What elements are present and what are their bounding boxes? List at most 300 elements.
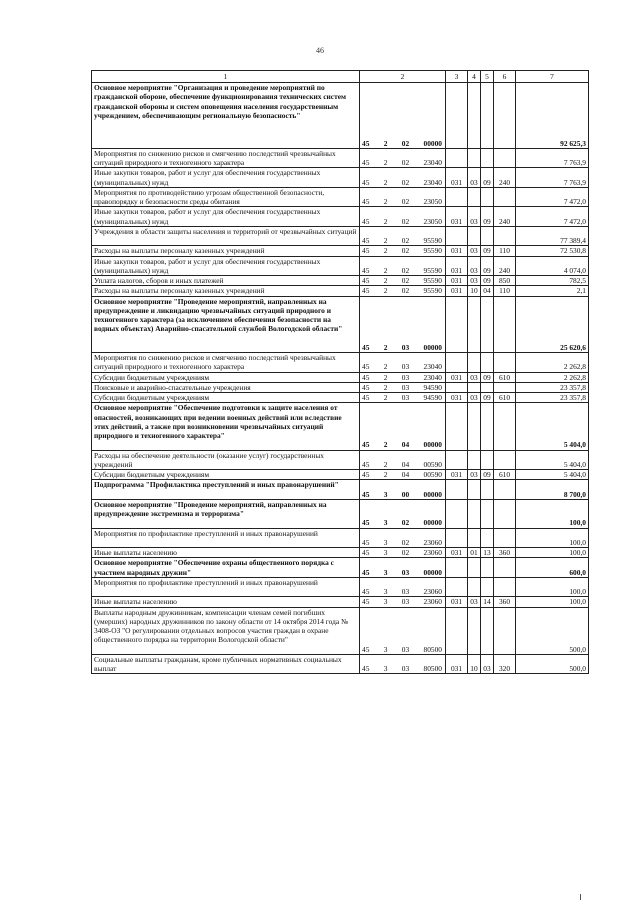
row-subsection-code xyxy=(481,353,494,373)
table-row xyxy=(92,548,589,558)
code-part: 95590 xyxy=(423,236,442,245)
code-part: 2 xyxy=(383,246,388,256)
row-expense-type: 360 xyxy=(494,597,516,607)
row-amount: 500,0 xyxy=(516,654,589,674)
row-code xyxy=(360,226,446,246)
row-code xyxy=(360,403,446,450)
row-section-code xyxy=(468,148,481,168)
scan-mark xyxy=(580,894,581,900)
row-subsection-code: 09 xyxy=(481,207,494,227)
code-part: 23060 xyxy=(423,587,442,596)
code-part: 2 xyxy=(383,362,388,372)
row-amount: 92 625,3 xyxy=(516,83,589,149)
column-header: 2 xyxy=(360,71,446,83)
row-code-parts xyxy=(362,343,443,352)
row-code-parts xyxy=(362,158,443,167)
code-part: 02 xyxy=(401,158,410,167)
row-subsection-code xyxy=(481,558,494,578)
code-part: 45 xyxy=(362,265,370,275)
code-part: 02 xyxy=(401,197,410,206)
row-section-code xyxy=(468,450,481,470)
row-section-code xyxy=(468,296,481,353)
row-code xyxy=(360,548,446,558)
code-part: 45 xyxy=(362,664,370,673)
code-part: 2 xyxy=(383,372,388,382)
row-subsection-code xyxy=(481,187,494,207)
row-expense-type xyxy=(494,577,516,597)
code-part: 45 xyxy=(362,567,370,577)
row-code-parts xyxy=(362,197,443,206)
row-code xyxy=(360,83,446,149)
row-amount: 100,0 xyxy=(516,499,589,528)
row-section-code xyxy=(468,480,481,500)
code-part: 2 xyxy=(383,236,388,245)
row-code xyxy=(360,296,446,353)
row-section-code: 03 xyxy=(468,393,481,403)
row-code-parts xyxy=(362,276,443,285)
code-part: 23050 xyxy=(423,216,442,226)
row-ministry-code xyxy=(446,148,468,168)
row-expense-type: 110 xyxy=(494,286,516,296)
row-code-parts xyxy=(362,664,443,673)
column-header: 3 xyxy=(446,71,468,83)
row-ministry-code xyxy=(446,480,468,500)
code-part: 23060 xyxy=(423,548,442,557)
row-code xyxy=(360,577,446,597)
code-part: 3 xyxy=(383,587,388,596)
row-code xyxy=(360,168,446,188)
code-part: 00000 xyxy=(423,342,442,352)
row-section-code: 03 xyxy=(468,597,481,607)
row-name: Мероприятия по снижению рисков и смягчению последствий чрезвычайных ситуаций природного и техногенного характера xyxy=(92,148,360,168)
row-name: Мероприятия по противодействию угрозам общественной безопасности, правопорядку и безопасности среды обитания xyxy=(92,187,360,207)
row-name: Основное мероприятие "Организация и проведение мероприятий по гражданской обороне, обеспечение функционирования технических систем гражданской обороны и систем оповещения населения государственным учреждением, обеспечивающим региональную безопасность" xyxy=(92,83,360,149)
code-part: 45 xyxy=(362,362,370,372)
row-amount: 100,0 xyxy=(516,597,589,607)
row-code-parts xyxy=(362,597,443,606)
row-subsection-code xyxy=(481,148,494,168)
row-code xyxy=(360,353,446,373)
row-code xyxy=(360,286,446,296)
row-expense-type: 240 xyxy=(494,168,516,188)
code-part: 45 xyxy=(362,216,370,226)
row-name: Субсидии бюджетным учреждениям xyxy=(92,393,360,403)
row-amount: 7 472,0 xyxy=(516,187,589,207)
row-code xyxy=(360,607,446,654)
row-section-code: 03 xyxy=(468,276,481,286)
code-part: 00000 xyxy=(423,567,442,577)
code-part: 45 xyxy=(362,393,370,402)
code-part: 02 xyxy=(401,276,410,285)
row-subsection-code xyxy=(481,382,494,392)
row-expense-type xyxy=(494,296,516,353)
row-amount: 100,0 xyxy=(516,528,589,548)
code-part: 95590 xyxy=(423,286,442,296)
code-part: 03 xyxy=(401,587,410,596)
row-name: Социальные выплаты гражданам, кроме публичных нормативных социальных выплат xyxy=(92,654,360,674)
code-part: 45 xyxy=(362,518,370,528)
code-part: 2 xyxy=(383,177,388,187)
row-subsection-code xyxy=(481,607,494,654)
row-subsection-code xyxy=(481,480,494,500)
row-code-parts xyxy=(362,460,443,469)
row-expense-type xyxy=(494,83,516,149)
row-ministry-code xyxy=(446,353,468,373)
row-code xyxy=(360,450,446,470)
code-part: 00000 xyxy=(423,489,442,499)
code-part: 45 xyxy=(362,459,370,469)
table-row xyxy=(92,382,589,392)
code-part: 45 xyxy=(362,342,370,352)
row-subsection-code xyxy=(481,403,494,450)
code-part: 45 xyxy=(362,197,370,206)
code-part: 03 xyxy=(401,393,410,402)
row-expense-type: 360 xyxy=(494,548,516,558)
row-amount: 600,0 xyxy=(516,558,589,578)
row-code-parts xyxy=(362,518,443,527)
row-expense-type: 850 xyxy=(494,276,516,286)
row-section-code xyxy=(468,226,481,246)
row-code-parts xyxy=(362,587,443,596)
row-ministry-code: 031 xyxy=(446,276,468,286)
row-ministry-code: 031 xyxy=(446,654,468,674)
row-name: Расходы на выплаты персоналу казенных учреждений xyxy=(92,286,360,296)
row-subsection-code xyxy=(481,296,494,353)
code-part: 23040 xyxy=(423,177,442,187)
table-row xyxy=(92,276,589,286)
row-section-code xyxy=(468,499,481,528)
row-ministry-code: 031 xyxy=(446,168,468,188)
row-code-parts xyxy=(362,568,443,577)
row-amount: 500,0 xyxy=(516,607,589,654)
row-amount: 5 404,0 xyxy=(516,470,589,480)
row-name: Основное мероприятие "Проведение мероприятий, направленных на предупреждение и ликвидацию чрезвычайных ситуаций природного и техногенного характера (за исключением обеспечения безопасности на водных объектах) Аварийно-спасательной службой Вологодской области" xyxy=(92,296,360,353)
code-part: 95590 xyxy=(423,246,442,256)
row-expense-type xyxy=(494,148,516,168)
row-expense-type xyxy=(494,480,516,500)
row-section-code xyxy=(468,577,481,597)
row-section-code xyxy=(468,382,481,392)
row-expense-type xyxy=(494,607,516,654)
row-ministry-code xyxy=(446,296,468,353)
table-row xyxy=(92,528,589,548)
row-expense-type xyxy=(494,353,516,373)
row-subsection-code: 09 xyxy=(481,246,494,256)
code-part: 02 xyxy=(401,537,410,547)
code-part: 2 xyxy=(383,286,388,296)
code-part: 80500 xyxy=(423,644,442,654)
code-part: 45 xyxy=(362,382,370,392)
row-name: Иные закупки товаров, работ и услуг для обеспечения государственных (муниципальных) нужд xyxy=(92,256,360,276)
table-row xyxy=(92,403,589,450)
row-ministry-code xyxy=(446,187,468,207)
row-expense-type: 610 xyxy=(494,393,516,403)
row-amount: 25 620,6 xyxy=(516,296,589,353)
column-header: 4 xyxy=(468,71,481,83)
code-part: 3 xyxy=(383,489,388,499)
row-amount: 5 404,0 xyxy=(516,450,589,470)
code-part: 45 xyxy=(362,372,370,382)
row-section-code: 03 xyxy=(468,256,481,276)
row-name: Иные закупки товаров, работ и услуг для обеспечения государственных (муниципальных) нужд xyxy=(92,168,360,188)
row-subsection-code: 14 xyxy=(481,597,494,607)
row-name: Основное мероприятие "Проведение мероприятий, направленных на предупреждение экстремизма и терроризма" xyxy=(92,499,360,528)
table-row xyxy=(92,499,589,528)
code-part: 00590 xyxy=(423,459,442,469)
row-subsection-code xyxy=(481,499,494,528)
row-code-parts xyxy=(362,236,443,245)
code-part: 02 xyxy=(401,236,410,245)
row-amount: 23 357,8 xyxy=(516,393,589,403)
row-ministry-code: 031 xyxy=(446,256,468,276)
code-part: 00000 xyxy=(423,518,442,528)
row-ministry-code xyxy=(446,528,468,548)
row-ministry-code xyxy=(446,403,468,450)
code-part: 45 xyxy=(362,548,370,557)
row-name: Учреждения в области защиты населения и территорий от чрезвычайных ситуаций xyxy=(92,226,360,246)
code-part: 23040 xyxy=(423,158,442,167)
code-part: 45 xyxy=(362,158,370,167)
code-part: 80500 xyxy=(423,664,442,673)
code-part: 3 xyxy=(383,548,388,557)
row-ministry-code: 031 xyxy=(446,548,468,558)
row-code xyxy=(360,393,446,403)
code-part: 95590 xyxy=(423,265,442,275)
column-header: 7 xyxy=(516,71,589,83)
row-subsection-code: 09 xyxy=(481,470,494,480)
row-subsection-code: 09 xyxy=(481,393,494,403)
code-part: 45 xyxy=(362,276,370,285)
code-part: 2 xyxy=(383,265,388,275)
row-expense-type xyxy=(494,499,516,528)
row-code xyxy=(360,256,446,276)
row-code xyxy=(360,187,446,207)
row-expense-type xyxy=(494,450,516,470)
code-part: 03 xyxy=(401,362,410,372)
code-part: 03 xyxy=(401,567,410,577)
row-subsection-code xyxy=(481,450,494,470)
code-part: 03 xyxy=(401,382,410,392)
table-row xyxy=(92,256,589,276)
row-amount: 23 357,8 xyxy=(516,382,589,392)
code-part: 00590 xyxy=(423,470,442,479)
row-subsection-code xyxy=(481,226,494,246)
column-header: 5 xyxy=(481,71,494,83)
row-subsection-code: 03 xyxy=(481,654,494,674)
code-part: 00000 xyxy=(423,440,442,450)
row-ministry-code xyxy=(446,226,468,246)
row-name: Поисковые и аварийно-спасательные учреждения xyxy=(92,382,360,392)
row-amount: 77 389,4 xyxy=(516,226,589,246)
row-subsection-code xyxy=(481,577,494,597)
row-amount: 782,5 xyxy=(516,276,589,286)
row-code xyxy=(360,246,446,256)
row-subsection-code: 04 xyxy=(481,286,494,296)
code-part: 45 xyxy=(362,286,370,296)
row-code-parts xyxy=(362,490,443,499)
table-row xyxy=(92,577,589,597)
row-ministry-code xyxy=(446,382,468,392)
row-name: Мероприятия по профилактике преступлений и иных правонарушений xyxy=(92,528,360,548)
row-expense-type: 610 xyxy=(494,470,516,480)
code-part: 45 xyxy=(362,470,370,479)
row-section-code: 10 xyxy=(468,286,481,296)
code-part: 95590 xyxy=(423,276,442,285)
row-subsection-code xyxy=(481,528,494,548)
table-row xyxy=(92,148,589,168)
row-section-code: 10 xyxy=(468,654,481,674)
row-expense-type xyxy=(494,528,516,548)
row-expense-type: 240 xyxy=(494,207,516,227)
code-part: 00 xyxy=(401,489,410,499)
row-section-code: 01 xyxy=(468,548,481,558)
row-expense-type xyxy=(494,226,516,246)
row-subsection-code: 09 xyxy=(481,276,494,286)
row-ministry-code: 031 xyxy=(446,372,468,382)
row-expense-type: 110 xyxy=(494,246,516,256)
code-part: 45 xyxy=(362,644,370,654)
table-row xyxy=(92,353,589,373)
code-part: 45 xyxy=(362,489,370,499)
row-name: Субсидии бюджетным учреждениям xyxy=(92,372,360,382)
row-code-parts xyxy=(362,286,443,295)
code-part: 03 xyxy=(401,372,410,382)
code-part: 2 xyxy=(383,459,388,469)
row-ministry-code: 031 xyxy=(446,246,468,256)
page-number: 46 xyxy=(316,46,324,55)
code-part: 04 xyxy=(401,470,410,479)
code-part: 02 xyxy=(401,246,410,256)
row-name: Мероприятия по снижению рисков и смягчению последствий чрезвычайных ситуаций природного и техногенного характера xyxy=(92,353,360,373)
code-part: 45 xyxy=(362,246,370,256)
code-part: 02 xyxy=(401,216,410,226)
code-part: 45 xyxy=(362,138,370,148)
code-part: 45 xyxy=(362,597,370,607)
row-code xyxy=(360,207,446,227)
row-code-parts xyxy=(362,246,443,255)
row-amount: 100,0 xyxy=(516,577,589,597)
code-part: 45 xyxy=(362,177,370,187)
code-part: 45 xyxy=(362,440,370,450)
row-name: Основное мероприятие "Обеспечение охраны общественного порядка с участием народных дружин" xyxy=(92,558,360,578)
row-name: Основное мероприятие "Обеспечение подготовки к защите населения от опасностей, возникающих при ведении военных действий или вследствие этих действий, а также при возникновении чрезвычайных ситуаций природного и техногенного характера" xyxy=(92,403,360,450)
table-row xyxy=(92,207,589,227)
row-name: Иные закупки товаров, работ и услуг для обеспечения государственных (муниципальных) нужд xyxy=(92,207,360,227)
row-code-parts xyxy=(362,383,443,392)
row-name: Субсидии бюджетным учреждениям xyxy=(92,470,360,480)
row-expense-type xyxy=(494,187,516,207)
code-part: 45 xyxy=(362,587,370,596)
code-part: 23040 xyxy=(423,362,442,372)
table-row xyxy=(92,654,589,674)
row-ministry-code xyxy=(446,607,468,654)
row-section-code: 03 xyxy=(468,246,481,256)
row-ministry-code: 031 xyxy=(446,286,468,296)
row-section-code xyxy=(468,607,481,654)
code-part: 04 xyxy=(401,440,410,450)
row-amount: 4 074,0 xyxy=(516,256,589,276)
code-part: 94590 xyxy=(423,382,442,392)
row-code xyxy=(360,654,446,674)
row-amount: 100,0 xyxy=(516,548,589,558)
row-code xyxy=(360,276,446,286)
table-row xyxy=(92,372,589,382)
row-code xyxy=(360,382,446,392)
row-expense-type: 240 xyxy=(494,256,516,276)
row-expense-type xyxy=(494,403,516,450)
code-part: 3 xyxy=(383,644,388,654)
code-part: 04 xyxy=(401,459,410,469)
row-ministry-code xyxy=(446,83,468,149)
row-name: Расходы на обеспечение деятельности (оказание услуг) государственных учреждений xyxy=(92,450,360,470)
row-code-parts xyxy=(362,266,443,275)
row-expense-type: 320 xyxy=(494,654,516,674)
row-code-parts xyxy=(362,645,443,654)
row-name: Иные выплаты населению xyxy=(92,597,360,607)
row-amount: 2 262,8 xyxy=(516,372,589,382)
row-code xyxy=(360,470,446,480)
table-header-row xyxy=(92,71,589,83)
row-code xyxy=(360,499,446,528)
code-part: 3 xyxy=(383,567,388,577)
row-amount: 7 763,9 xyxy=(516,148,589,168)
code-part: 02 xyxy=(401,518,410,528)
row-subsection-code xyxy=(481,83,494,149)
column-header: 1 xyxy=(92,71,360,83)
row-expense-type xyxy=(494,558,516,578)
table-row xyxy=(92,286,589,296)
row-code-parts xyxy=(362,538,443,547)
code-part: 3 xyxy=(383,537,388,547)
row-ministry-code xyxy=(446,558,468,578)
row-ministry-code xyxy=(446,450,468,470)
code-part: 2 xyxy=(383,216,388,226)
row-code-parts xyxy=(362,470,443,479)
row-code xyxy=(360,372,446,382)
row-code-parts xyxy=(362,217,443,226)
row-amount: 7 472,0 xyxy=(516,207,589,227)
row-expense-type: 610 xyxy=(494,372,516,382)
row-section-code: 03 xyxy=(468,168,481,188)
row-code-parts xyxy=(362,139,443,148)
code-part: 3 xyxy=(383,518,388,528)
row-code xyxy=(360,528,446,548)
row-ministry-code xyxy=(446,499,468,528)
code-part: 23060 xyxy=(423,597,442,607)
budget-table xyxy=(91,70,589,674)
table-row xyxy=(92,226,589,246)
row-section-code xyxy=(468,353,481,373)
table-row xyxy=(92,450,589,470)
code-part: 94590 xyxy=(423,393,442,402)
row-name: Выплаты народным дружинникам, компенсации членам семей погибших (умерших) народных дружинников по закону области от 14 октября 2014 года № 3408-ОЗ "О регулировании отдельных вопросов участия граждан в охране общественного порядка на территории Вологодской области" xyxy=(92,607,360,654)
row-section-code xyxy=(468,187,481,207)
code-part: 2 xyxy=(383,470,388,479)
code-part: 3 xyxy=(383,597,388,607)
row-code-parts xyxy=(362,362,443,371)
row-code-parts xyxy=(362,373,443,382)
code-part: 02 xyxy=(401,548,410,557)
row-amount: 7 763,9 xyxy=(516,168,589,188)
code-part: 23040 xyxy=(423,372,442,382)
code-part: 3 xyxy=(383,664,388,673)
row-section-code xyxy=(468,528,481,548)
code-part: 2 xyxy=(383,158,388,167)
row-section-code: 03 xyxy=(468,470,481,480)
row-name: Мероприятия по профилактике преступлений и иных правонарушений xyxy=(92,577,360,597)
table-row xyxy=(92,597,589,607)
code-part: 2 xyxy=(383,138,388,148)
